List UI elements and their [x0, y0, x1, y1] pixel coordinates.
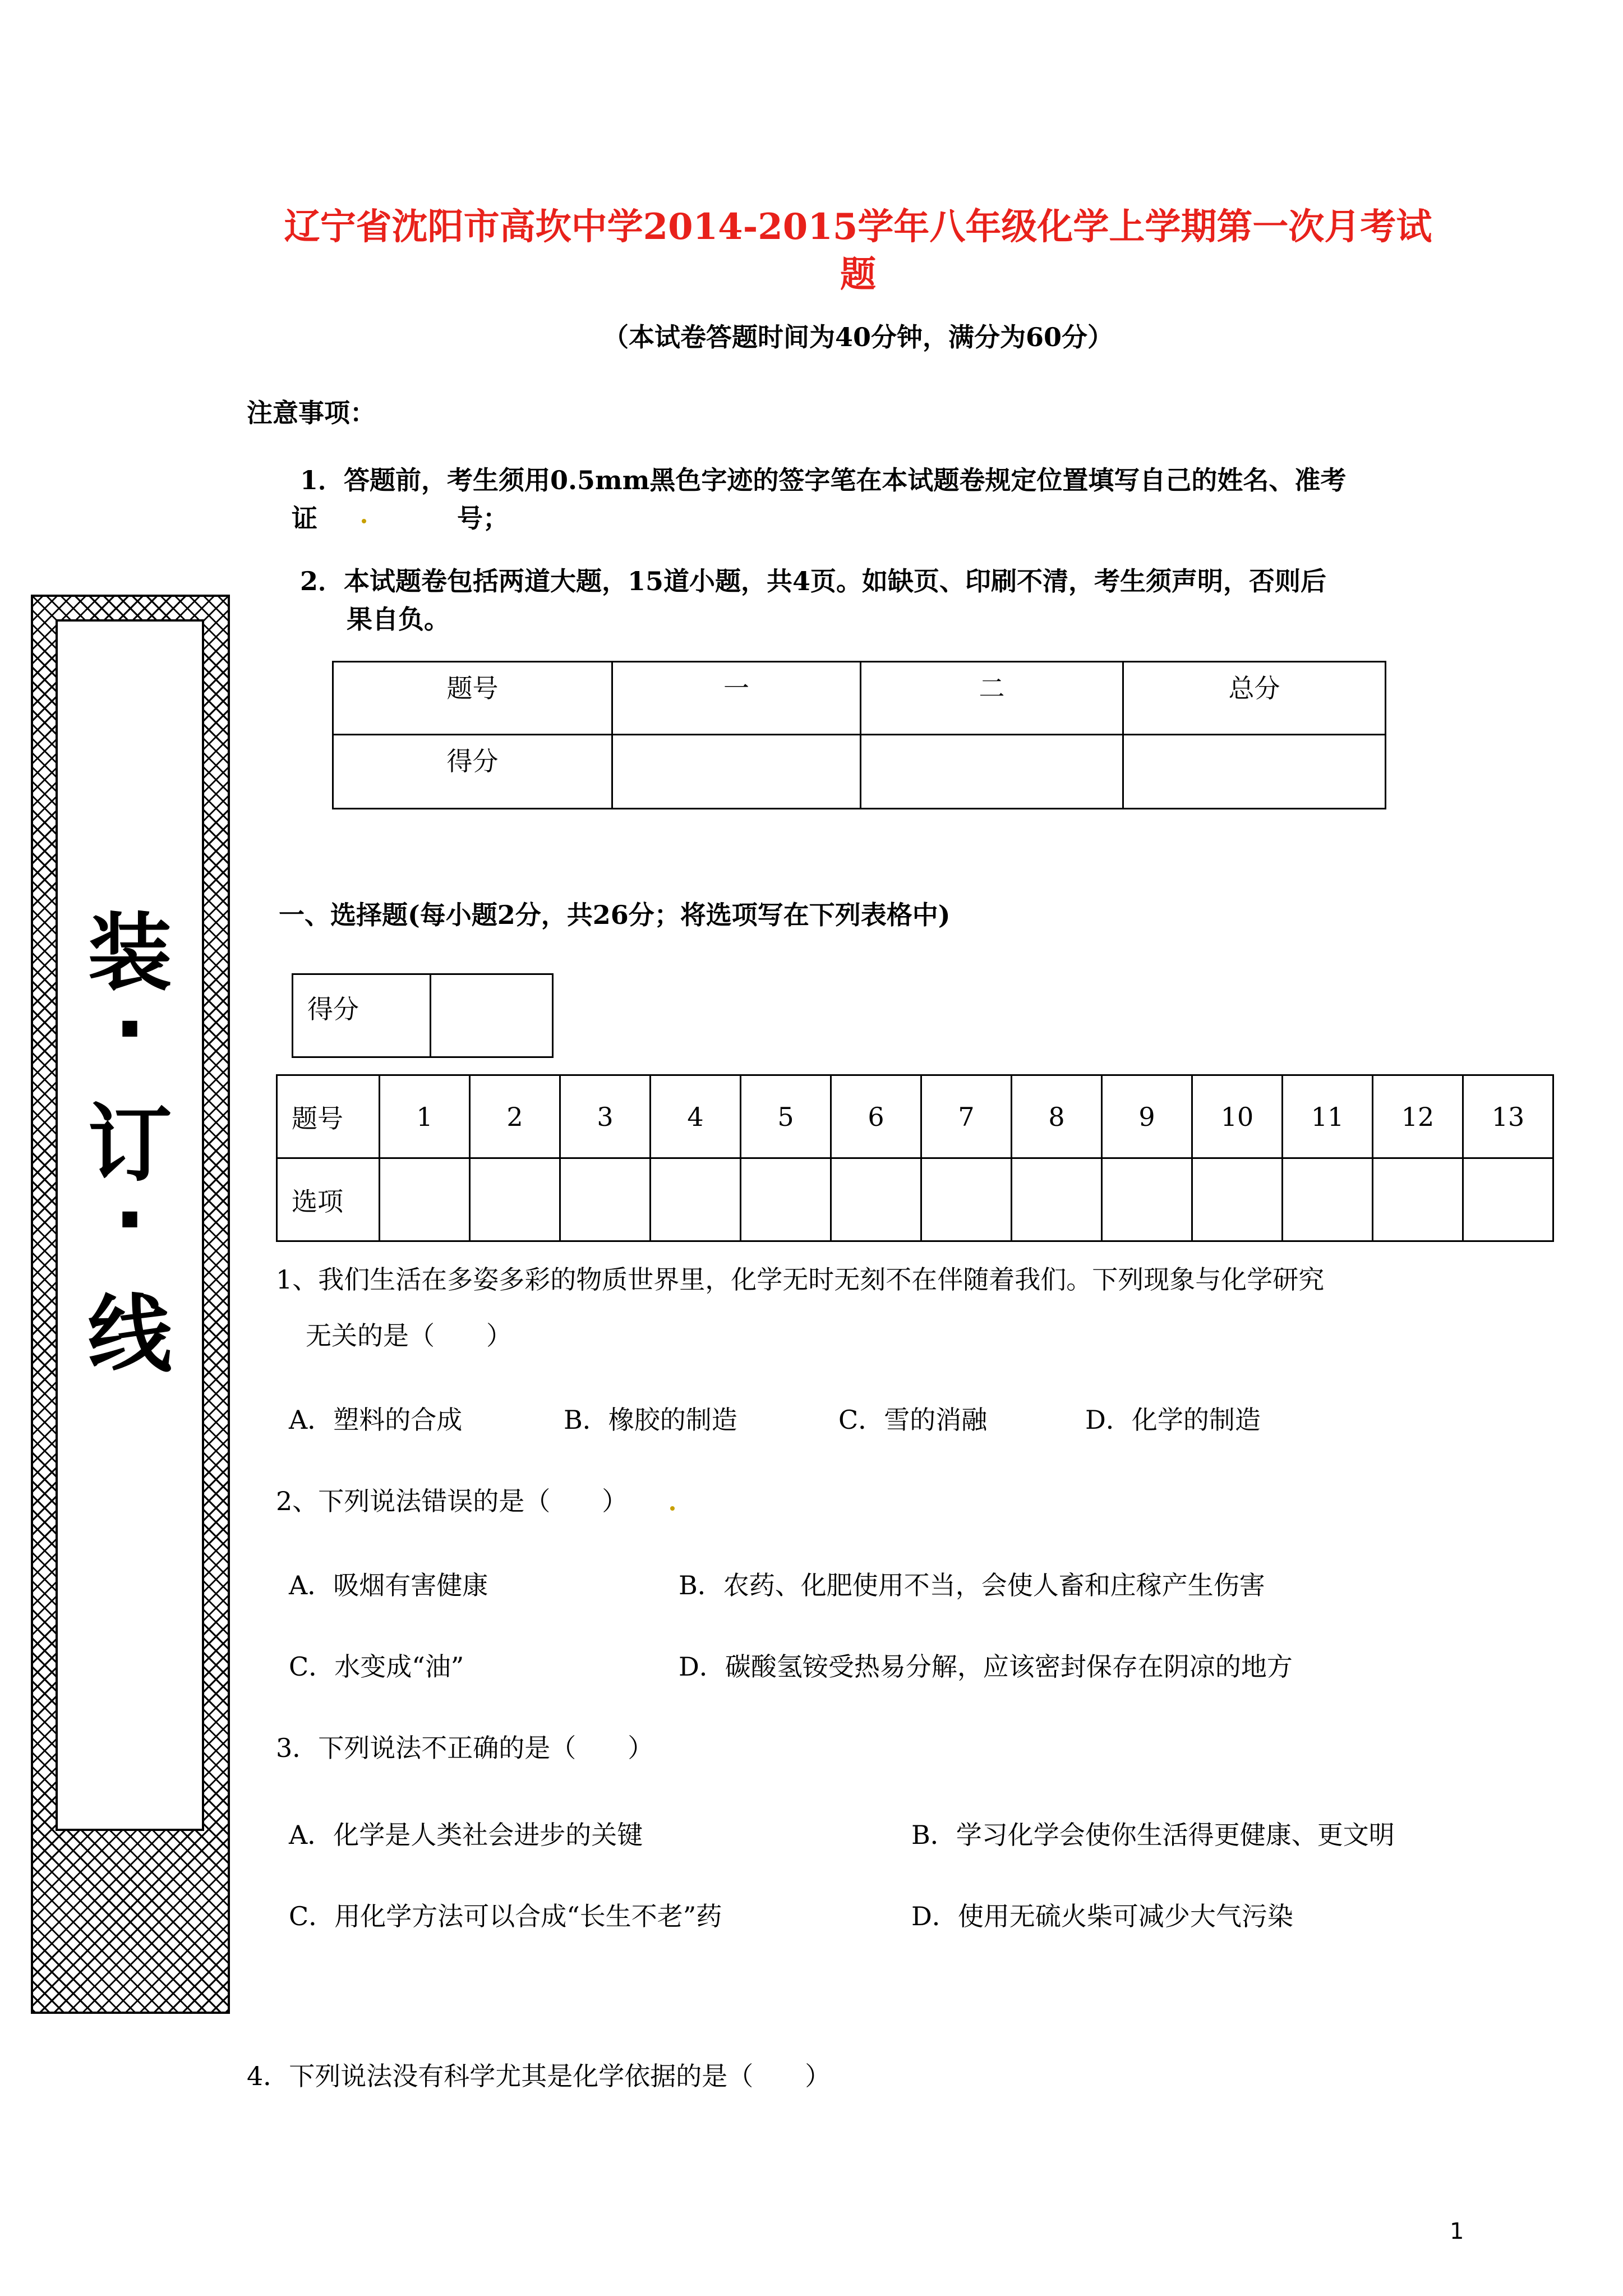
- question-2-option-d: D．碳酸氢铵受热易分解，应该密封保存在阴凉的地方: [679, 1651, 1293, 1682]
- answer-table-row1-label: 题号: [277, 1075, 380, 1158]
- score-cell-part1[interactable]: [612, 735, 861, 809]
- question-1-option-c: C．雪的消融: [838, 1405, 988, 1435]
- question-3-stem: 3．下列说法不正确的是（ ）: [276, 1733, 654, 1763]
- note-item-1-line2a: 证: [292, 503, 317, 533]
- answer-number-4: 4: [651, 1075, 741, 1158]
- answer-number-12: 12: [1373, 1075, 1463, 1158]
- score-table-header-part2: 二: [861, 662, 1123, 735]
- answer-number-7: 7: [921, 1075, 1012, 1158]
- question-2-stem: 2、下列说法错误的是（ ）: [276, 1486, 628, 1516]
- answer-cell-4[interactable]: [651, 1158, 741, 1241]
- answer-number-1: 1: [380, 1075, 470, 1158]
- score-table-header-part1: 一: [612, 662, 861, 735]
- answer-cell-12[interactable]: [1373, 1158, 1463, 1241]
- question-3-option-a: A．化学是人类社会进步的关键: [289, 1820, 643, 1850]
- note-item-2-line1: 2．本试题卷包括两道大题，15道小题，共4页。如缺页、印刷不清，考生须声明，否则后: [300, 566, 1327, 596]
- binding-strip: [31, 595, 230, 2014]
- answer-cell-6[interactable]: [831, 1158, 921, 1241]
- answer-cell-5[interactable]: [741, 1158, 831, 1241]
- section1-score-label: 得分: [293, 974, 431, 1057]
- answer-number-6: 6: [831, 1075, 921, 1158]
- question-1-option-b: B．橡胶的制造: [564, 1405, 737, 1435]
- score-cell-part2[interactable]: [861, 735, 1123, 809]
- answer-cell-13[interactable]: [1463, 1158, 1553, 1241]
- page-title-line1: 辽宁省沈阳市高坎中学2014-2015学年八年级化学上学期第一次月考试: [284, 206, 1432, 248]
- note-item-1-line1: 1．答题前，考生须用0.5mm黑色字迹的签字笔在本试题卷规定位置填写自己的姓名、准考: [300, 465, 1347, 495]
- score-table-row-label: 得分: [333, 735, 612, 809]
- note-item-1-line2b: 号；: [457, 503, 509, 533]
- page-title-line2: 题: [840, 254, 876, 296]
- binding-dot-2: ·: [114, 1171, 146, 1269]
- answer-number-13: 13: [1463, 1075, 1553, 1158]
- notes-heading: 注意事项：: [247, 398, 376, 428]
- answer-table: [276, 1074, 1554, 1242]
- answer-cell-2[interactable]: [470, 1158, 560, 1241]
- question-1-option-a: A．塑料的合成: [289, 1405, 463, 1435]
- question-4-stem: 4．下列说法没有科学尤其是化学依据的是（ ）: [247, 2061, 831, 2091]
- binding-strip-inner: [56, 619, 204, 1831]
- question-3-option-b: B．学习化学会使你生活得更健康、更文明: [911, 1820, 1395, 1850]
- binding-char-ding: 订: [87, 1096, 172, 1193]
- answer-number-10: 10: [1192, 1075, 1283, 1158]
- question-3-option-d: D．使用无硫火柴可减少大气污染: [911, 1901, 1293, 1931]
- score-cell-total[interactable]: [1123, 735, 1386, 809]
- question-2-option-b: B．农药、化肥使用不当，会使人畜和庄稼产生伤害: [679, 1570, 1265, 1600]
- answer-number-8: 8: [1012, 1075, 1102, 1158]
- question-1-option-d: D．化学的制造: [1085, 1405, 1261, 1435]
- question-1-stem-line2: 无关的是（ ）: [306, 1320, 512, 1351]
- answer-cell-10[interactable]: [1192, 1158, 1283, 1241]
- question-1-stem-line1: 1、我们生活在多姿多彩的物质世界里，化学无时无刻不在伴随着我们。下列现象与化学研究: [276, 1264, 1325, 1295]
- binding-char-zhuang: 装: [87, 905, 172, 1002]
- exam-duration-note: （本试卷答题时间为40分钟，满分为60分）: [602, 322, 1114, 352]
- answer-number-2: 2: [470, 1075, 560, 1158]
- answer-cell-7[interactable]: [921, 1158, 1012, 1241]
- section1-score-box: [292, 973, 554, 1058]
- answer-cell-8[interactable]: [1012, 1158, 1102, 1241]
- score-table: [332, 661, 1386, 809]
- score-table-header-number: 题号: [333, 662, 612, 735]
- question-3-option-c: C．用化学方法可以合成“长生不老”药: [289, 1901, 722, 1931]
- answer-cell-1[interactable]: [380, 1158, 470, 1241]
- binding-char-xian: 线: [87, 1286, 172, 1384]
- section1-score-cell[interactable]: [431, 974, 553, 1057]
- decorative-dot: [670, 1506, 675, 1511]
- score-table-header-total: 总分: [1123, 662, 1386, 735]
- binding-dot-1: ·: [114, 981, 146, 1078]
- answer-number-5: 5: [741, 1075, 831, 1158]
- answer-cell-11[interactable]: [1283, 1158, 1373, 1241]
- answer-cell-9[interactable]: [1102, 1158, 1192, 1241]
- answer-number-11: 11: [1283, 1075, 1373, 1158]
- answer-cell-3[interactable]: [560, 1158, 651, 1241]
- answer-table-row2-label: 选项: [277, 1158, 380, 1241]
- note-item-2-line2: 果自负。: [347, 604, 450, 634]
- section1-heading: 一、选择题(每小题2分，共26分；将选项写在下列表格中): [279, 900, 951, 930]
- decorative-dot: [362, 519, 366, 523]
- answer-number-3: 3: [560, 1075, 651, 1158]
- page-number: 1: [1450, 2219, 1464, 2244]
- question-2-option-a: A．吸烟有害健康: [289, 1570, 488, 1600]
- question-2-option-c: C．水变成“油”: [289, 1651, 464, 1682]
- answer-number-9: 9: [1102, 1075, 1192, 1158]
